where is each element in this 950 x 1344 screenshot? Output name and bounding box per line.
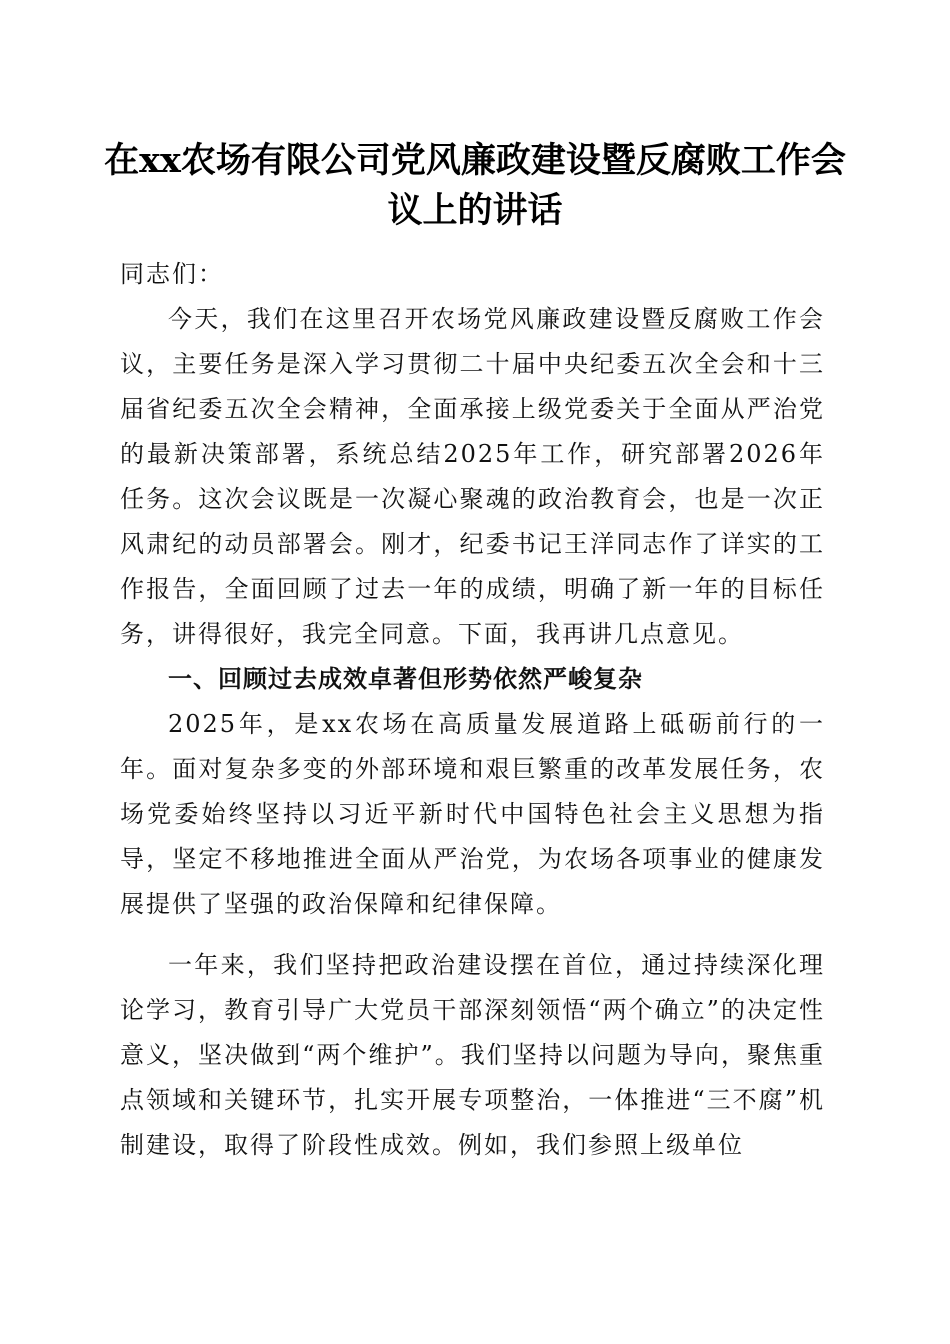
salutation: 同志们：: [120, 260, 224, 288]
paragraph-review-2025: 2025年，是xx农场在高质量发展道路上砥砺前行的一年。面对复杂多变的外部环境和艰巨繁重的改革发展任务，农场党委始终坚持以习近平新时代中国特色社会主义思想为指导，坚定不移地推进全面从严治党，为农场各项事业的健康发展提供了坚强的政治保障和纪律保障。: [120, 710, 825, 918]
paragraph-year-summary: 一年来，我们坚持把政治建设摆在首位，通过持续深化理论学习，教育引导广大党员干部深刻领悟“两个确立”的决定性意义，坚决做到“两个维护”。我们坚持以问题为导向，聚焦重点领域和关键环节，扎实开展专项整治，一体推进“三不腐”机制建设，取得了阶段性成效。例如，我们参照上级单位: [120, 951, 825, 1159]
section-heading-1: 一、回顾过去成效卓著但形势依然严峻复杂: [168, 665, 643, 693]
document-title: 在xx农场有限公司党风廉政建设暨反腐败工作会议上的讲话: [104, 140, 846, 231]
document-body: [120, 252, 825, 1168]
paragraph-opening: 今天，我们在这里召开农场党风廉政建设暨反腐败工作会议，主要任务是深入学习贯彻二十届中央纪委五次全会和十三届省纪委五次全会精神，全面承接上级党委关于全面从严治党的最新决策部署，系统总结2025年工作，研究部署2026年任务。这次会议既是一次凝心聚魂的政治教育会，也是一次正风肃纪的动员部署会。刚才，纪委书记王洋同志作了详实的工作报告，全面回顾了过去一年的成绩，明确了新一年的目标任务，讲得很好，我完全同意。下面，我再讲几点意见。: [120, 305, 825, 648]
